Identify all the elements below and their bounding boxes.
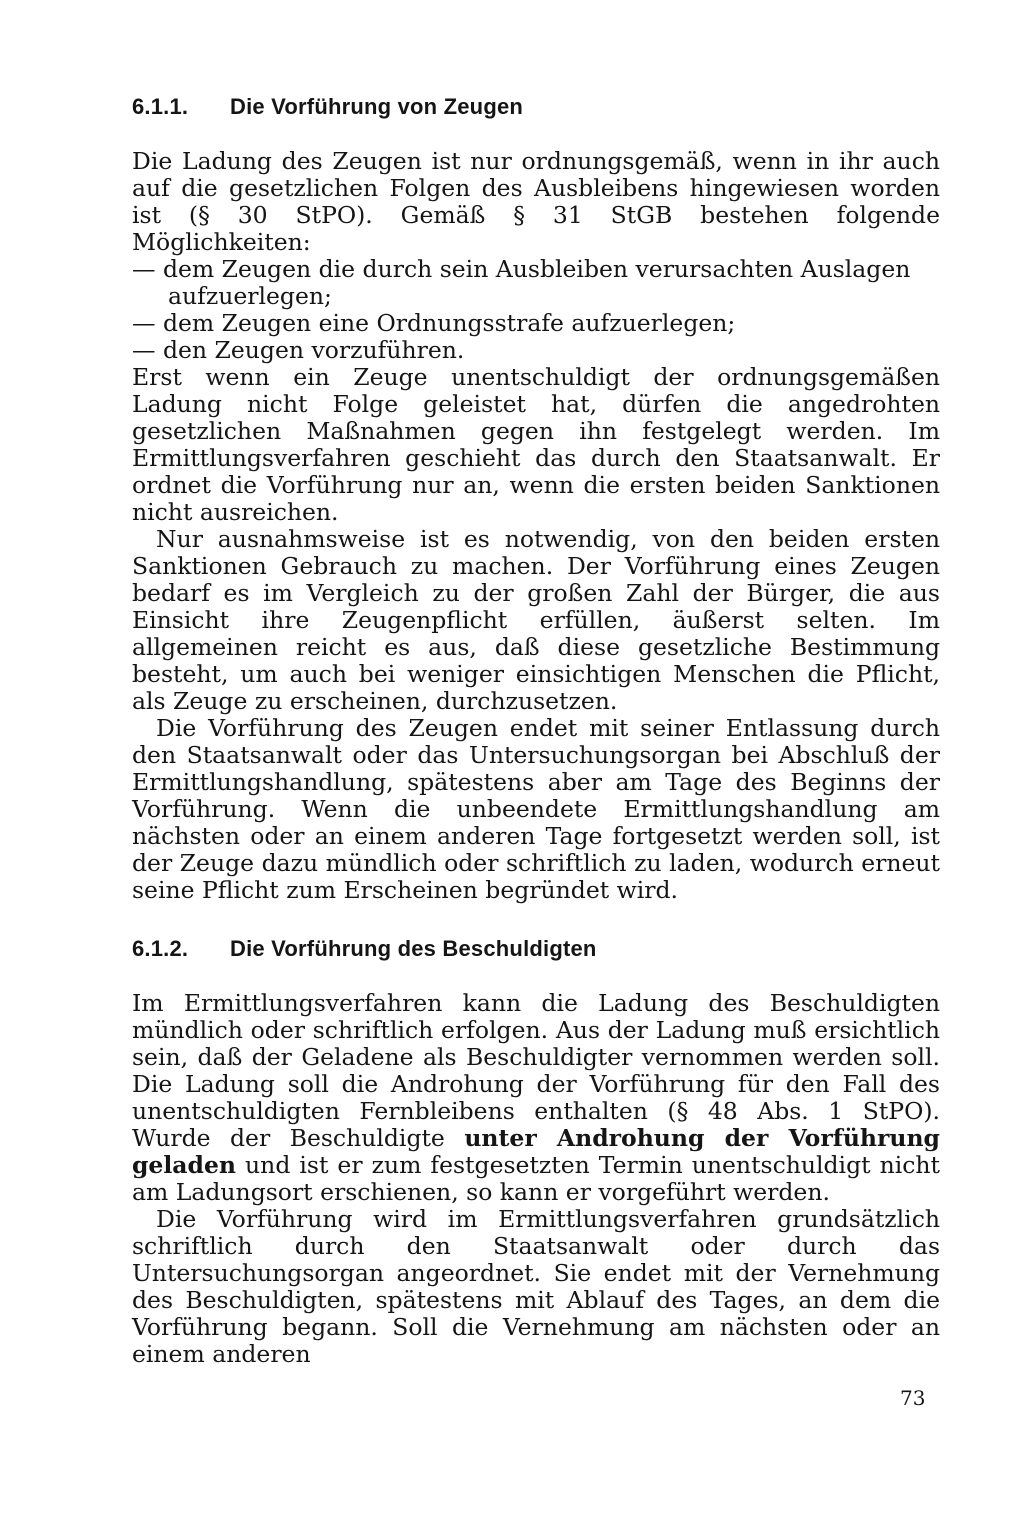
sanction-list bbox=[132, 256, 940, 364]
section-number: 6.1.2. bbox=[132, 936, 189, 961]
paragraph: Die Vorführung wird im Ermittlungsverfahren grundsätzlich schriftlich durch den Staatsanwalt oder durch das Untersuchungsorgan angeordnet. Sie endet mit der Vernehmung des Beschuldigten, spätestens mit Ablauf des Tages, an dem die Vorführung begann. Soll die Vernehmung am nächsten oder an einem anderen bbox=[132, 1205, 940, 1368]
section-heading-6-1-1 bbox=[132, 94, 523, 120]
section-heading-6-1-2 bbox=[132, 936, 597, 962]
list-item: — dem Zeugen die durch sein Ausbleiben verursachten Auslagen aufzuerlegen; bbox=[132, 255, 911, 310]
section-number: 6.1.1. bbox=[132, 94, 189, 119]
section-body-6-1-1 bbox=[132, 148, 940, 904]
paragraph: Die Vorführung des Zeugen endet mit seiner Entlassung durch den Staatsanwalt oder das Untersuchungsorgan bei Abschluß der Ermittlungshandlung, spätestens aber am Tage des Beginns der Vorführung. Wenn die unbeendete Ermittlungshandlung am nächsten oder an einem anderen Tage fortgesetzt werden soll, ist der Zeuge dazu mündlich oder schriftlich zu laden, wodurch erneut seine Pflicht zum Erscheinen begründet wird. bbox=[132, 714, 940, 904]
section-title: Die Vorführung des Beschuldigten bbox=[230, 936, 597, 961]
paragraph: Die Ladung des Zeugen ist nur ordnungsgemäß, wenn in ihr auch auf die gesetzlichen Folgen des Ausbleibens hingewiesen worden ist (§ 30 StPO). Gemäß § 31 StGB bestehen folgende Möglichkeiten: bbox=[132, 147, 940, 256]
paragraph: Erst wenn ein Zeuge unentschuldigt der ordnungsgemäßen Ladung nicht Folge geleistet hat, dürfen die angedrohten gesetzlichen Maßnahmen gegen ihn festgelegt werden. Im Ermittlungsverfahren geschieht das durch den Staatsanwalt. Er ordnet die Vorführung nur an, wenn die ersten beiden Sanktionen nicht ausreichen. bbox=[132, 363, 940, 526]
paragraph bbox=[132, 990, 940, 1206]
page-number: 73 bbox=[900, 1386, 926, 1410]
paragraph: Nur ausnahmsweise ist es notwendig, von den beiden ersten Sanktionen Gebrauch zu machen. Der Vorführung eines Zeugen bedarf es im Vergleich zu der großen Zahl der Bürger, die aus Einsicht ihre Zeugenpflicht erfüllen, äußerst selten. Im allgemeinen reicht es aus, daß diese gesetzliche Bestimmung besteht, um auch bei weniger einsichtigen Menschen die Pflicht, als Zeuge zu erscheinen, durchzusetzen. bbox=[132, 525, 940, 715]
section-body-6-1-2 bbox=[132, 990, 940, 1368]
paragraph-text: Im Ermittlungsverfahren kann die Ladung des Beschuldigten mündlich oder schriftlich erfolgen. Aus der Ladung muß ersichtlich sein, daß der Geladene als Beschuldigter vernommen werden soll. Die Ladung soll die Androhung der Vorführung für den Fall des unentschuldigten Fernbleibens enthalten (§ 48 Abs. 1 StPO). Wurde der Beschuldigte bbox=[132, 989, 940, 1152]
list-item: — den Zeugen vorzuführen. bbox=[132, 336, 465, 364]
emphasis-text: unter Androhung der Vorführung geladen bbox=[132, 1124, 940, 1179]
list-item: — dem Zeugen eine Ordnungsstrafe aufzuerlegen; bbox=[132, 309, 736, 337]
section-title: Die Vorführung von Zeugen bbox=[230, 94, 524, 119]
paragraph-text: und ist er zum festgesetzten Termin unentschuldigt nicht am Ladungsort erschienen, so kann er vorgeführt werden. bbox=[132, 1151, 940, 1206]
